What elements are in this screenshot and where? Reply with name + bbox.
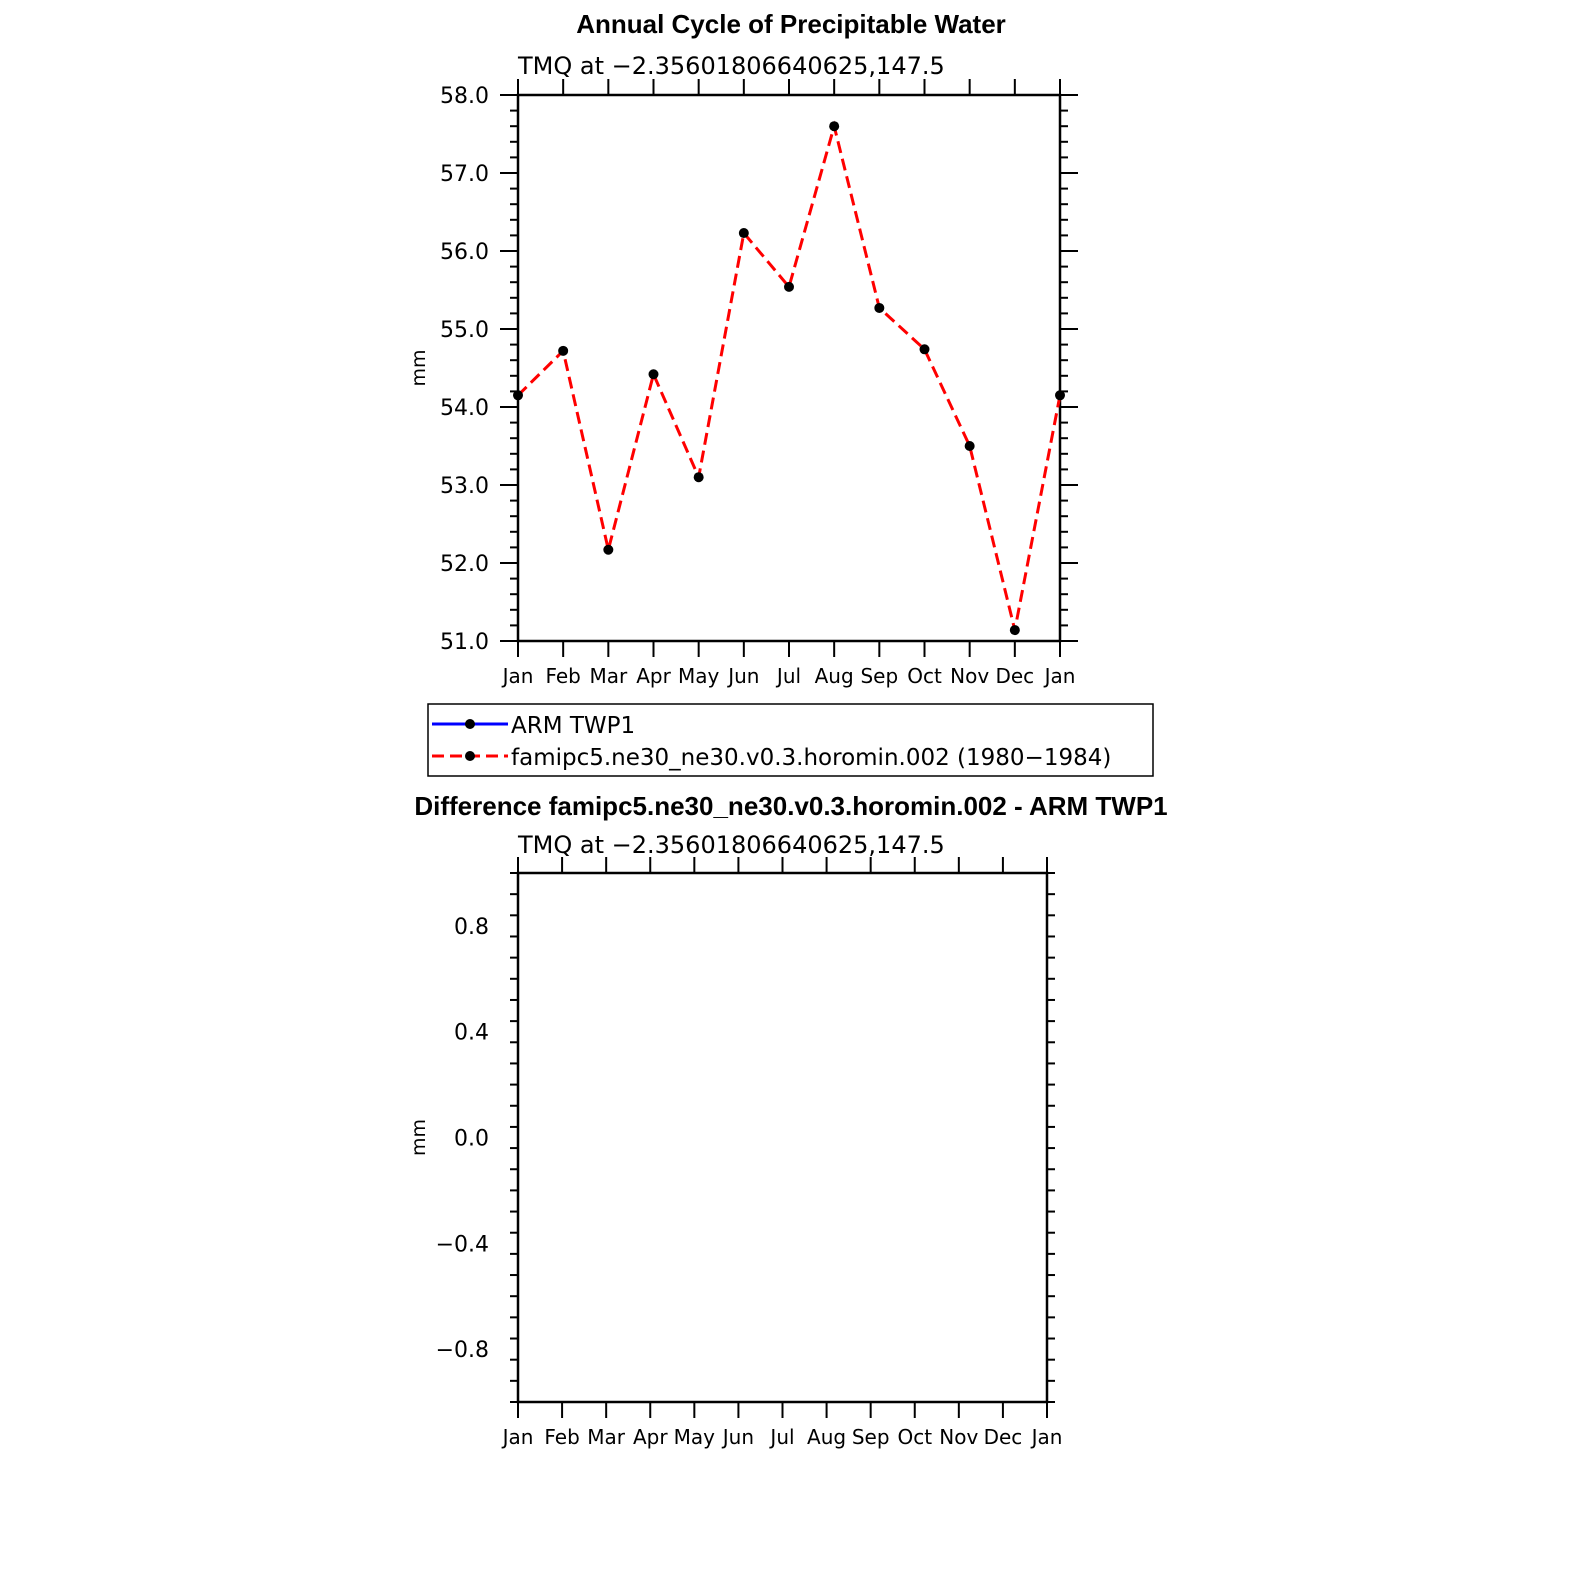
- x-tick-label: Aug: [807, 1425, 847, 1449]
- legend-marker: [465, 751, 475, 761]
- data-point: [558, 346, 568, 356]
- x-tick-label: Oct: [897, 1425, 933, 1449]
- data-point: [920, 344, 930, 354]
- x-tick-label: Jan: [502, 1425, 534, 1449]
- x-tick-label: Mar: [587, 1425, 626, 1449]
- data-point: [1010, 625, 1020, 635]
- chart-panel-2: [408, 791, 1168, 1449]
- x-tick-label: Nov: [950, 664, 990, 688]
- data-point: [603, 545, 613, 555]
- x-tick-label: Feb: [544, 1425, 580, 1449]
- y-tick-label: 57.0: [440, 162, 489, 187]
- x-tick-label: Nov: [939, 1425, 979, 1449]
- y-tick-label: −0.4: [435, 1232, 489, 1258]
- y-tick-label: 52.0: [440, 552, 489, 577]
- plot-frame: [518, 95, 1060, 641]
- x-tick-label: Jan: [1044, 664, 1076, 688]
- x-tick-label: Jun: [728, 664, 760, 688]
- y-axis-label: mm: [408, 1118, 430, 1157]
- data-point: [649, 369, 659, 379]
- x-tick-label: Jul: [770, 1425, 795, 1449]
- data-point: [829, 121, 839, 131]
- data-point: [784, 282, 794, 292]
- x-tick-label: Oct: [907, 664, 942, 688]
- y-tick-label: 58.0: [440, 84, 489, 109]
- x-tick-label: Sep: [851, 1425, 890, 1449]
- x-tick-label: May: [677, 664, 720, 688]
- y-tick-label: 53.0: [440, 474, 489, 499]
- x-tick-label: Dec: [995, 664, 1035, 688]
- y-tick-label: 0.0: [454, 1126, 489, 1152]
- x-tick-label: Mar: [589, 664, 628, 688]
- series-line: [518, 126, 1060, 630]
- x-tick-label: Feb: [545, 664, 581, 688]
- y-tick-label: 0.8: [454, 914, 489, 940]
- x-tick-label: Apr: [636, 664, 671, 688]
- x-tick-label: Dec: [983, 1425, 1023, 1449]
- y-tick-label: −0.8: [435, 1338, 489, 1364]
- x-tick-label: Jul: [776, 664, 802, 688]
- legend-label: ARM TWP1: [511, 713, 636, 739]
- x-tick-label: Apr: [632, 1425, 668, 1449]
- x-tick-label: Jan: [502, 664, 534, 688]
- y-axis-label: mm: [408, 349, 430, 387]
- y-tick-label: 51.0: [440, 630, 489, 655]
- x-tick-label: Aug: [814, 664, 854, 688]
- legend-label: famipc5.ne30_ne30.v0.3.horomin.002 (1980−1984): [511, 745, 1112, 771]
- plot-frame: [518, 873, 1047, 1402]
- data-point: [513, 390, 523, 400]
- data-point: [965, 441, 975, 451]
- y-tick-label: 0.4: [454, 1020, 489, 1046]
- data-point: [1055, 390, 1065, 400]
- legend-marker: [465, 719, 475, 729]
- y-tick-label: 54.0: [440, 396, 489, 421]
- x-tick-label: Sep: [860, 664, 899, 688]
- x-tick-label: Jan: [1031, 1425, 1063, 1449]
- chart-panel-1: [408, 9, 1153, 776]
- chart-subtitle: TMQ at −2.35601806640625,147.5: [518, 831, 945, 859]
- legend: [428, 704, 1153, 776]
- chart-title: Difference famipc5.ne30_ne30.v0.3.horomin.002 - ARM TWP1: [414, 791, 1168, 821]
- chart-subtitle: TMQ at −2.35601806640625,147.5: [518, 52, 945, 80]
- data-point: [739, 228, 749, 238]
- x-tick-label: May: [673, 1425, 716, 1449]
- y-tick-label: 55.0: [440, 318, 489, 343]
- data-point: [694, 472, 704, 482]
- x-tick-label: Jun: [722, 1425, 755, 1449]
- y-tick-label: 56.0: [440, 240, 489, 265]
- chart-title: Annual Cycle of Precipitable Water: [576, 9, 1006, 39]
- data-point: [874, 303, 884, 313]
